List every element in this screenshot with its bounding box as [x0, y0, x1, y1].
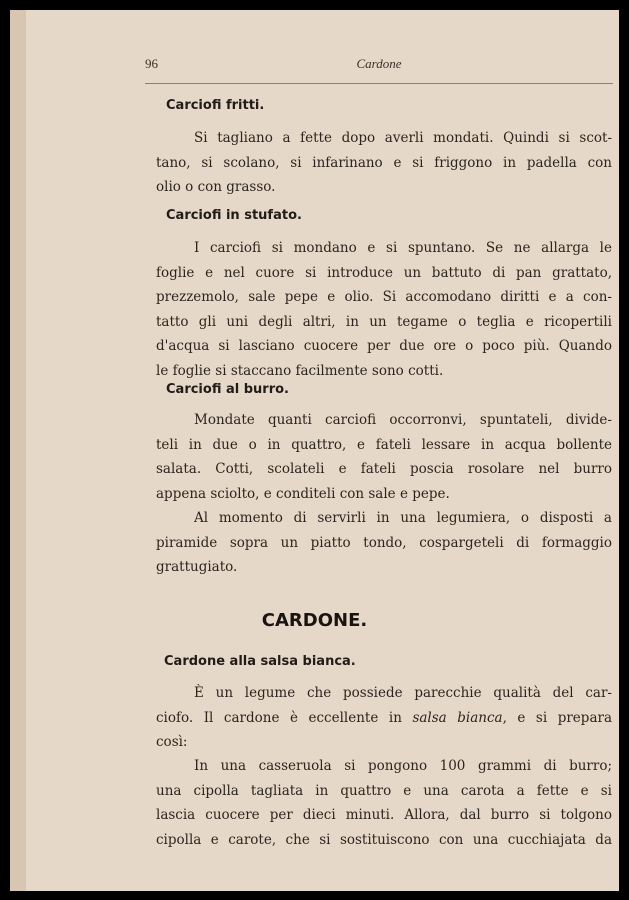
text-run: ciofo. Il cardone è eccellente in: [156, 709, 413, 726]
text-line: Mondate quanti carciofi occorronvi, spuntateli, divide-: [194, 412, 612, 428]
text-line: lascia cuocere per dieci minuti. Allora, dal burro si tolgono: [156, 807, 612, 824]
page-header: [145, 56, 613, 78]
text-line: Si tagliano a fette dopo averli mondati. Quindi si scot-: [194, 130, 612, 146]
paragraph-burro-2: [156, 506, 612, 580]
section-title-cardone: CARDONE.: [261, 610, 368, 631]
text-line: In una casseruola si pongono 100 grammi di burro;: [194, 758, 612, 774]
paragraph-stufato: [156, 236, 612, 384]
text-line: le foglie si staccano facilmente sono cotti.: [156, 362, 444, 379]
paragraph-burro-1: [156, 408, 612, 506]
text-line: olio o con grasso.: [156, 179, 276, 196]
paragraph-cardone-1: [156, 681, 612, 755]
text-line: appena sciolto, e conditeli con sale e pepe.: [156, 485, 450, 502]
text-line: tatto gli uni degli altri, in un tegame o teglia e ricopertili: [156, 313, 612, 330]
text-line: piramide sopra un piatto tondo, cospargeteli di formaggio: [156, 534, 612, 551]
text-line: grattugiato.: [156, 559, 238, 576]
paragraph-fritti: [156, 126, 612, 200]
text-line: salata. Cotti, scolateli e fateli poscia rosolare nel burro: [156, 461, 612, 478]
text-line: d'acqua si lasciano cuocere per due ore o poco più. Quando: [156, 338, 612, 355]
header-rule: [145, 83, 613, 84]
text-line: teli in due o in quattro, e fateli lessare in acqua bollente: [156, 436, 612, 453]
emphasis-salsa-bianca: salsa bianca: [412, 709, 503, 726]
book-page: [10, 10, 619, 891]
text-line: così:: [156, 734, 188, 751]
running-title: Cardone: [356, 56, 402, 71]
text-line: I carciofi si mondano e si spuntano. Se ne allarga le: [194, 240, 612, 256]
heading-carciofi-stufato: Carciofi in stufato.: [166, 208, 302, 223]
paragraph-cardone-2: [156, 754, 612, 852]
text-line-with-emphasis: [156, 706, 612, 731]
text-line: cipolla e carote, che si sostituiscono con una cucchiajata da: [156, 831, 612, 848]
heading-carciofi-fritti: Carciofi fritti.: [166, 98, 265, 113]
text-line: È un legume che possiede parecchie qualità del car-: [194, 685, 612, 701]
text-line: prezzemolo, sale pepe e olio. Si accomodano diritti e a con-: [156, 289, 612, 306]
text-line: foglie e nel cuore si introduce un battuto di pan grattato,: [156, 264, 612, 281]
text-line: Al momento di servirli in una legumiera, o disposti a: [194, 510, 612, 526]
page-number: 96: [145, 56, 158, 71]
heading-carciofi-burro: Carciofi al burro.: [166, 382, 289, 397]
page-edge-stain: [10, 10, 26, 891]
text-line: una cipolla tagliata in quattro e una carota a fette e si: [156, 782, 612, 799]
text-line: tano, si scolano, si infarinano e si friggono in padella con: [156, 154, 612, 171]
text-run: , e si prepara: [502, 709, 612, 726]
heading-cardone-salsa-bianca: Cardone alla salsa bianca.: [164, 654, 356, 669]
